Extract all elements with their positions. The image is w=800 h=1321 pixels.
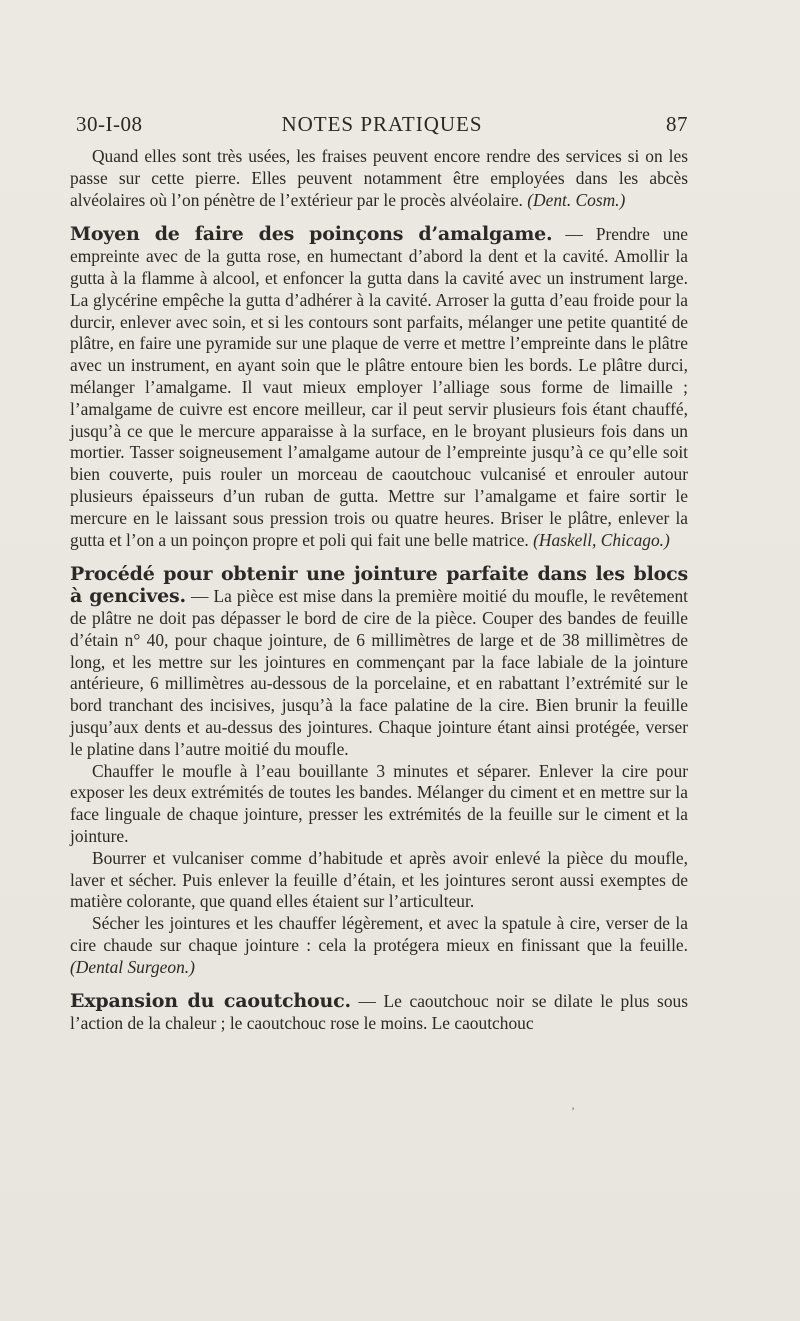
amalgame-text: Prendre une empreinte avec de la gutta rose, en humectant d’abord la dent et la cavité. Amollir la gutta à la flamme à alcool, et enfoncer la gutta dans la cavité avec un instrument large. La glycérine empêche la gutta d’adhérer à la cavité. Arroser la gutta d’eau froide pour la durcir, enlever avec soin, et si les contours sont parfaits, mélanger une petite quantité de plâtre, en faire une pyramide sur une plaque de verre et mettre l’empreinte dans le plâtre avec un instrument, en ayant soin que le plâtre entoure bien les bords. Le plâtre durci, mélanger l’amalgame. Il vaut mieux employer l’alliage sous forme de limaille ; l’amalgame de cuivre est encore meilleur, car il peut servir plusieurs fois étant chauffé, jusqu’à ce que le mercure apparaisse à la surface, en le broyant plusieurs fois dans un mortier. Tasser soigneusement l’amalgame autour de l’empreinte jusqu’à ce qu’elle soit bien couverte, puis rouler un morceau de caoutchouc vulcanisé et enrouler autour plusieurs épaisseurs d’un ruban de gutta. Mettre sur l’amalgame et faire sortir le mercure en le laissant sous pression trois ou quatre heures. Briser le plâtre, enlever la gutta et l’on a un poinçon propre et poli qui fait une belle matrice. [70, 224, 689, 550]
jointure-text-1: La pièce est mise dans la première moitié du moufle, le revêtement de plâtre ne doit pas dépasser le bord de cire de la pièce. Couper des bandes de feuille d’étain n° 40, pour chaque jointure, de 6 millimètres de large et de 38 millimètres de long, et les mettre sur les jointures en commençant par la face labiale de la jointure antérieure, 6 millimètres au-dessous de la porcelaine, et en rabattant l’extrémité sur le bord tranchant des incisives, jusqu’à la face palatine de la cire. Bien brunir la feuille jusqu’aux dents et au-dessus des jointures. Chaque jointure étant ainsi protégée, verser le platine dans l’autre moitié du moufle. [70, 586, 689, 759]
running-header [76, 112, 688, 142]
jointure-text-4: Sécher les jointures et les chauffer légèrement, et avec la spatule à cire, verser de la cire chaude sur chaque jointure : cela la protégera mieux en finissant que la feuille. [70, 913, 688, 955]
caoutchouc-text: Le caoutchouc noir se dilate le plus sous l’action de la chaleur ; le caoutchouc rose le moins. Le caoutchouc [70, 991, 688, 1034]
jointure-source: (Dental Surgeon.) [70, 956, 195, 977]
jointure-dash: — [185, 586, 214, 607]
jointure-heading: Procédé pour obtenir une jointure parfaite dans les blocs à gencives. [70, 563, 688, 608]
jointure-paragraph-1 [70, 564, 688, 760]
stray-mark: ’ [571, 1104, 575, 1118]
jointure-paragraph-2: Chauffer le moufle à l’eau bouillante 3 minutes et séparer. Enlever la cire pour exposer les deux extrémités de toutes les bandes. Mélanger du ciment et en mettre sur la face linguale de chaque jointure, presser les extrémités de la feuille sur le ciment et la jointure. [70, 760, 688, 846]
caoutchouc-dash: — [350, 991, 384, 1012]
caoutchouc-paragraph [70, 991, 688, 1035]
amalgame-source: (Haskell, Chicago.) [533, 529, 670, 550]
header-date: 30-I-08 [76, 112, 143, 136]
page-body [70, 146, 688, 1035]
intro-source: (Dent. Cosm.) [527, 189, 626, 210]
caoutchouc-heading: Expansion du caoutchouc. [70, 990, 351, 1013]
amalgame-paragraph [70, 224, 688, 551]
amalgame-heading: Moyen de faire des poinçons d’amalgame. [70, 223, 553, 246]
jointure-paragraph-4 [70, 913, 688, 978]
intro-text: Quand elles sont très usées, les fraises peuvent encore rendre des services si on les passe sur cette pierre. Elles peuvent notamment être employées dans les abcès alvéolaires où l’on pénètre de l’extérieur par le procès alvéolaire. [70, 146, 688, 210]
header-title: NOTES PRATIQUES [281, 112, 483, 136]
jointure-paragraph-3: Bourrer et vulcaniser comme d’habitude et après avoir enlevé la pièce du moufle, laver et sécher. Puis enlever la feuille d’étain, et les jointures seront aussi exemptes de matière colorante, que quand elles étaient sur l’articulteur. [70, 847, 688, 912]
page-number: 87 [666, 112, 688, 136]
amalgame-dash: — [552, 224, 596, 245]
intro-paragraph [70, 146, 688, 211]
